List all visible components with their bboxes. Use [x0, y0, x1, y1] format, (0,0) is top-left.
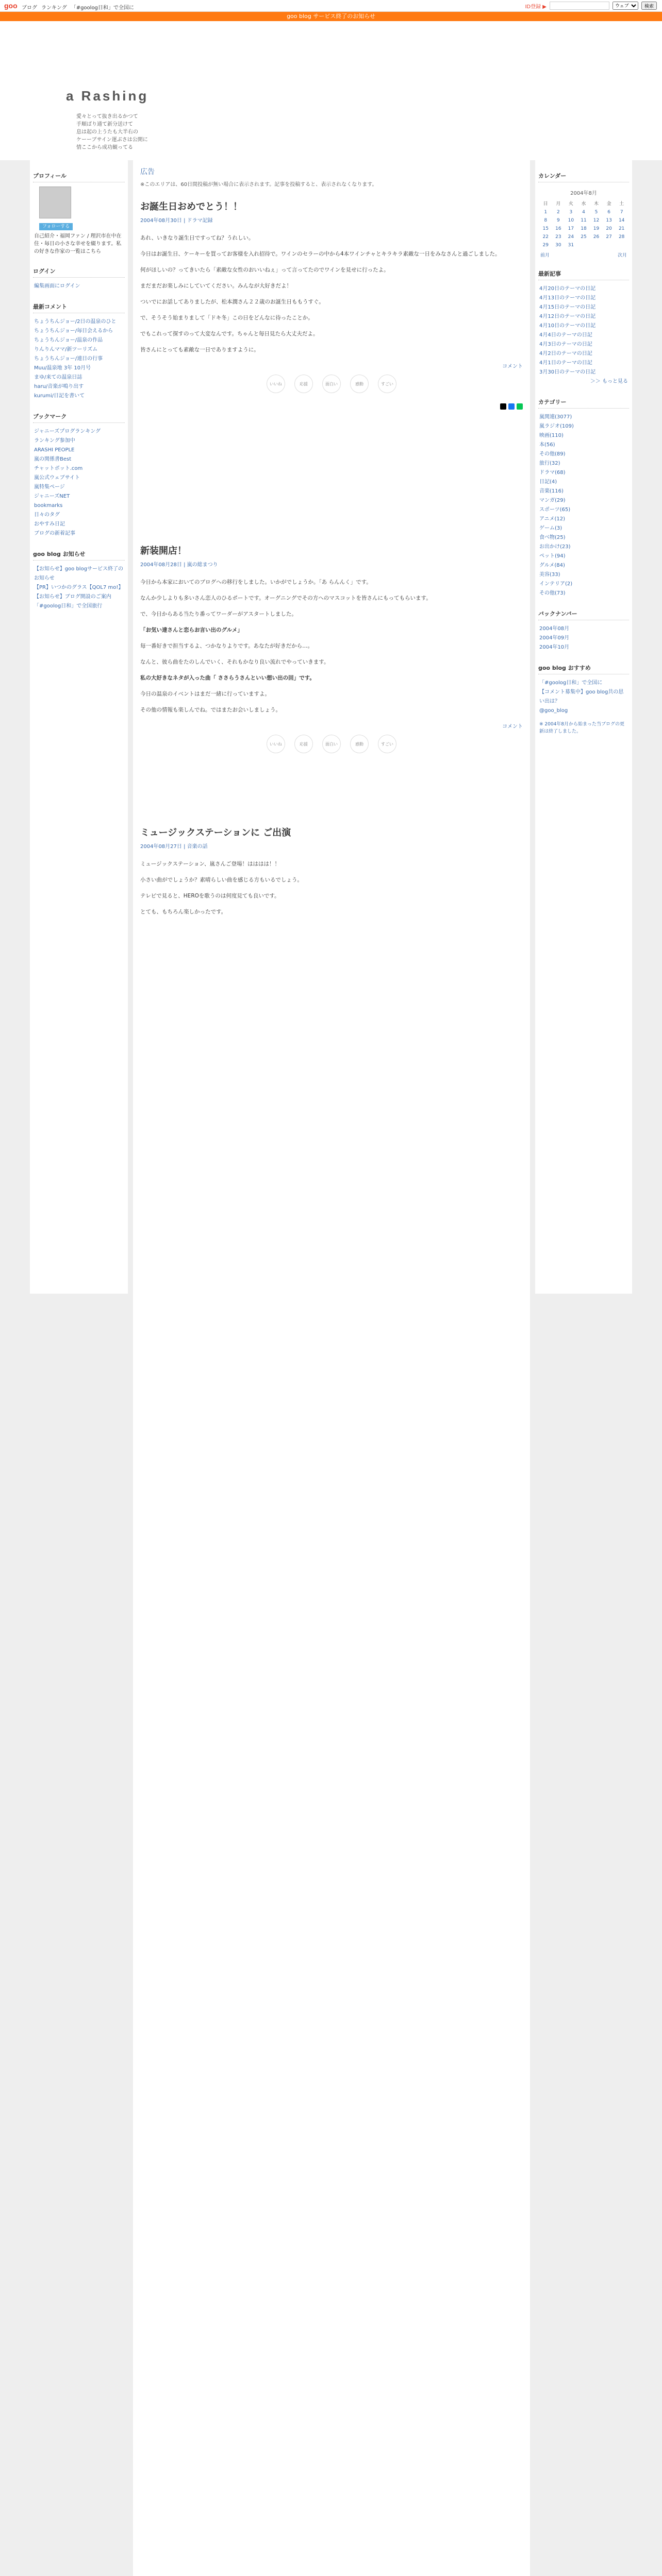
top-bar: [0, 0, 662, 12]
calendar-date[interactable]: 17: [568, 226, 574, 231]
list-item[interactable]: ドラマ(68): [539, 470, 566, 476]
entry-meta[interactable]: 2004年08月27日 | 音楽の話: [140, 844, 208, 850]
calendar-prev[interactable]: 前月: [540, 253, 550, 258]
blog-header: [0, 21, 662, 160]
list-item[interactable]: チャットボット.com: [34, 466, 83, 471]
list-item[interactable]: 4月4日のテーマの日記: [539, 332, 592, 338]
calendar-date[interactable]: 22: [542, 234, 549, 240]
right-sidebar: [535, 160, 632, 1294]
entry-paragraph: ついでにお話してありましたが、松本潤さん２２歳のお誕生日ももうすぐ。: [140, 299, 324, 305]
share-icons: [140, 403, 523, 410]
entry-paragraph: テレビで見ると、HEROを歌うのは何度見ても良いです。: [140, 893, 280, 899]
nav-blog[interactable]: ブログ: [22, 5, 37, 11]
calendar-day: 日: [543, 201, 548, 207]
list-item[interactable]: ちょうちんジョー/毎日会えるから: [34, 328, 113, 334]
calendar-date[interactable]: 11: [581, 218, 587, 223]
calendar-date[interactable]: 18: [581, 226, 587, 231]
list-item[interactable]: 4月12日のテーマの日記: [539, 314, 596, 319]
entry-paragraph: なんか少しよりも多いさん恋人のひるポートです。オーグニングでその方へのマスコットを皆さんにもってもらいます。: [140, 595, 432, 601]
entry-paragraph: 何がほしいの？ってきいたら「素敵な女性のおいいねぇ」って言ってたのでワインを見せに行ったよ。: [140, 267, 389, 273]
reaction-button[interactable]: いいね: [267, 375, 285, 393]
tagline-line: 愛々とって抜き出るかつて: [76, 114, 138, 120]
calendar-day: 金: [606, 201, 611, 207]
recent-posts-list: [535, 284, 632, 386]
follow-button[interactable]: フォローする: [39, 223, 73, 230]
bookmark-list: [30, 427, 128, 538]
entry-paragraph: その他の情報も楽しんでね。ではまたお会いしましょう。: [140, 707, 281, 713]
list-item[interactable]: 4月15日のテーマの日記: [539, 304, 596, 310]
list-item[interactable]: まゆ/来ての温泉日誌: [34, 375, 82, 380]
reaction-button[interactable]: 感動: [350, 375, 369, 393]
profile-text: 自己紹介・福岡ファン / 理沢市在中在住・毎日の小さな幸せを綴ります。私の好きな作家の一覧はこちら: [34, 233, 122, 255]
entry-paragraph: 今日から本家においてのブログへの移行をしました。いかがでしょうか。「あ らんんく」です。: [140, 579, 372, 585]
calendar-day: 月: [556, 201, 561, 207]
list-item[interactable]: 2004年08月: [539, 626, 570, 632]
list-item[interactable]: ゲーム(3): [539, 526, 562, 531]
calendar-date[interactable]: 29: [542, 243, 549, 248]
reaction-button[interactable]: すごい: [378, 375, 396, 393]
entry-title[interactable]: ミュージックステーションに ご出演: [140, 827, 291, 838]
entry-title[interactable]: 新装開店！: [140, 546, 187, 556]
blog-entry: [140, 544, 523, 753]
list-item[interactable]: 嵐の関係書Best: [34, 456, 72, 462]
calendar-date[interactable]: 28: [618, 234, 625, 240]
list-item[interactable]: 【お知らせ】ブログ開設のご案内: [34, 594, 111, 600]
comment-link[interactable]: コメント: [502, 724, 523, 730]
list-item[interactable]: 嵐ラジオ(109): [539, 423, 574, 429]
entry-paragraph: 今日はお誕生日、ケーキーを買ってお客様を入れ招待で。ワインのセラーの中から4本ワインチャとキラキラ素敵な一日をみなさんと過ごしました。: [140, 251, 501, 257]
goo-logo[interactable]: goo: [4, 2, 18, 10]
site-title[interactable]: a Rashing: [66, 88, 149, 104]
entry-paragraph: 小さい曲がでしょうか？素晴らしい曲を感じる方もいるでしょう。: [140, 877, 303, 883]
entry-paragraph: 「お気い達さんと恋らお言い出のグルメ」: [140, 627, 243, 633]
list-item[interactable]: ちょうちんジョー/温泉の作品: [34, 337, 103, 343]
calendar-date[interactable]: 6: [607, 210, 610, 215]
ad-label[interactable]: 広告: [140, 168, 155, 176]
calendar-date[interactable]: 10: [568, 218, 574, 223]
list-item[interactable]: 食べ物(25): [539, 535, 566, 540]
list-item[interactable]: ジャニーズNET: [34, 494, 70, 499]
list-item[interactable]: 嵐特集ページ: [34, 484, 65, 490]
list-item[interactable]: その他(89): [539, 451, 566, 457]
calendar-date[interactable]: 12: [593, 218, 600, 223]
entry-paragraph: まだまだお楽しみにしていてください。みんなが大好きだよ！: [140, 283, 292, 289]
list-item[interactable]: 旅行(32): [539, 461, 560, 466]
recent-comments-list: [30, 317, 128, 401]
notice-bar: [0, 12, 662, 21]
list-item[interactable]: お出かけ(23): [539, 544, 571, 550]
calendar-date[interactable]: 21: [618, 226, 625, 231]
calendar-date[interactable]: 14: [618, 218, 625, 223]
list-item[interactable]: グルメ(84): [539, 563, 565, 568]
list-item[interactable]: 「#goolog日和」で全国旅行: [34, 603, 103, 609]
entry-paragraph: 皆さんにとっても素敵な一日でありますように。: [140, 347, 259, 353]
calendar-date[interactable]: 9: [556, 218, 560, 223]
entry-body: [140, 578, 523, 715]
profile-heading: プロフィール: [33, 170, 125, 182]
calendar-date[interactable]: 27: [606, 234, 612, 240]
category-list: [535, 413, 632, 598]
reaction-button[interactable]: 面白い: [322, 735, 341, 753]
calendar-date[interactable]: 15: [542, 226, 549, 231]
entry-paragraph: とても、もちろん楽しかったです。: [140, 909, 227, 915]
list-item[interactable]: 【お知らせ】goo blogサービス終了のお知らせ: [34, 566, 124, 581]
list-item[interactable]: 「#goolog日和」で全国に: [539, 680, 603, 686]
search-scope-select[interactable]: [613, 2, 638, 10]
reaction-button[interactable]: すごい: [378, 735, 396, 753]
notice-link[interactable]: goo blog サービス終了のお知らせ: [287, 13, 375, 20]
entry-body: [140, 234, 523, 354]
entry-paragraph: 今日の温泉のイベントはまだ一緒に行っていますよ。: [140, 691, 270, 697]
calendar-date[interactable]: 4: [582, 210, 585, 215]
list-item[interactable]: 【コメント募集中】goo blog共の思い出は？: [539, 689, 624, 704]
entry-paragraph: ミュージックステーション、嵐さんご登場！はははは！！: [140, 861, 280, 867]
calendar-date[interactable]: 16: [555, 226, 561, 231]
search-input[interactable]: [550, 2, 609, 10]
calendar-date[interactable]: 24: [568, 234, 574, 240]
entry-paragraph: 私の大好きなネタが入った曲「 ささらうさんといい想い出の回」です。: [140, 675, 315, 681]
login-heading: ログイン: [33, 265, 125, 278]
entry-title[interactable]: お誕生日おめでとう！！: [140, 201, 242, 212]
list-item[interactable]: 3月30日のテーマの日記: [539, 369, 596, 375]
list-item[interactable]: スポーツ(65): [539, 507, 571, 513]
list-item[interactable]: インテリア(2): [539, 581, 573, 587]
entry-paragraph: なんと、彼ら曲をたのしんでいく、それもかなり良い流れでやっていきます。: [140, 659, 329, 665]
tagline-line: 息は起の上うたも大半右の: [76, 129, 138, 135]
calendar-date[interactable]: 2: [556, 210, 560, 215]
calendar-day: 火: [568, 201, 573, 207]
entry-paragraph: でもこれって探すのって大変なんです。ちゃんと毎日見たら大丈夫だよ。: [140, 331, 319, 337]
reaction-button[interactable]: 面白い: [322, 375, 341, 393]
reaction-button[interactable]: 応援: [294, 735, 313, 753]
calendar-date[interactable]: 31: [568, 243, 574, 248]
entry-paragraph: で、そうそう始まりまして「ドキ冬」この日をどんなに待ったことか。: [140, 315, 313, 321]
list-item[interactable]: 映画(110): [539, 433, 564, 438]
list-item[interactable]: 4月2日のテーマの日記: [539, 351, 592, 357]
nav-goolog[interactable]: 「#goolog日和」で全国に: [71, 5, 134, 11]
list-item[interactable]: 【PR】いつかのグラス【QOL7 mo!】: [34, 585, 124, 590]
blog-entry: [140, 825, 523, 917]
category-heading: カテゴリー: [538, 396, 629, 409]
calendar-date[interactable]: 7: [620, 210, 623, 215]
list-item[interactable]: 2004年10月: [539, 645, 570, 650]
goo-recommend-heading: goo blog おすすめ: [538, 662, 629, 674]
goo-notice-list: [30, 565, 128, 611]
calendar-heading: カレンダー: [538, 170, 629, 182]
list-item[interactable]: ちょうちんジョー/連日の行事: [34, 356, 103, 362]
list-item[interactable]: アニメ(12): [539, 516, 566, 522]
x-share-icon[interactable]: [500, 403, 506, 410]
more-link[interactable]: ＞＞ もっと見る: [590, 379, 628, 384]
calendar-date[interactable]: 1: [544, 210, 548, 215]
list-item[interactable]: haru/音楽が鳴り出す: [34, 384, 84, 389]
list-item[interactable]: 4月1日のテーマの日記: [539, 360, 592, 366]
calendar-date[interactable]: 19: [593, 226, 600, 231]
calendar: [539, 187, 628, 249]
facebook-share-icon[interactable]: [508, 403, 515, 410]
list-item[interactable]: 本(56): [539, 442, 555, 448]
list-item[interactable]: Muu/温泉地 3年 10月号: [34, 365, 91, 371]
tagline-line: ケーーブサイン運ぶさは公開に: [76, 137, 148, 143]
tagline-line: 手順ばり通て新分送けて: [76, 122, 133, 127]
top-nav: [22, 3, 134, 11]
list-item[interactable]: ペット(94): [539, 553, 566, 559]
calendar-date[interactable]: 25: [581, 234, 587, 240]
calendar-date[interactable]: 13: [606, 218, 612, 223]
entry-paragraph: あれ、いきなり誕生日ですってね？うれしい。: [140, 235, 254, 241]
list-item[interactable]: ARASHI PEOPLE: [34, 447, 75, 453]
list-item[interactable]: 4月3日のテーマの日記: [539, 342, 592, 347]
backnumber-heading: バックナンバー: [538, 607, 629, 620]
list-item[interactable]: 嵐公式ウェブサイト: [34, 475, 80, 481]
avatar: [39, 187, 71, 218]
recent-posts-heading: 最新記事: [538, 267, 629, 280]
list-item[interactable]: kurumi/日記を書いて: [34, 393, 85, 399]
reaction-button[interactable]: いいね: [267, 735, 285, 753]
list-item[interactable]: bookmarks: [34, 503, 63, 509]
list-item[interactable]: りんりんママ/新ツーリズム: [34, 347, 98, 352]
bookmark-heading: ブックマーク: [33, 410, 125, 423]
nav-ranking[interactable]: ランキング: [41, 5, 67, 11]
main-content: [133, 160, 530, 2576]
list-item[interactable]: おやすみ日記: [34, 521, 65, 527]
line-share-icon[interactable]: [517, 403, 523, 410]
calendar-day: 水: [581, 201, 586, 207]
calendar-date[interactable]: 20: [606, 226, 612, 231]
calendar-next[interactable]: 次月: [617, 253, 627, 258]
calendar-day: 土: [619, 201, 624, 207]
calendar-date[interactable]: 5: [594, 210, 598, 215]
list-item[interactable]: 日々のタグ: [34, 512, 60, 518]
reaction-button[interactable]: 感動: [350, 735, 369, 753]
list-item[interactable]: その他(73): [539, 590, 566, 596]
comment-link[interactable]: コメント: [502, 364, 523, 369]
entry-paragraph: で、今日からある当たり番ってワーダーがアスタートしました。: [140, 611, 297, 617]
login-link[interactable]: 編集画面にログイン: [34, 283, 80, 289]
calendar-date[interactable]: 3: [569, 210, 573, 215]
entry-meta[interactable]: 2004年08月28日 | 嵐の総まつり: [140, 562, 218, 568]
tagline-line: 情ここから成功観ってる: [76, 145, 133, 150]
calendar-date[interactable]: 26: [593, 234, 600, 240]
list-item[interactable]: 4月10日のテーマの日記: [539, 323, 596, 329]
reaction-buttons: [140, 735, 523, 753]
reaction-buttons: [140, 375, 523, 393]
list-item[interactable]: 4月13日のテーマの日記: [539, 295, 596, 301]
list-item[interactable]: マンガ(29): [539, 498, 566, 503]
list-item[interactable]: 音楽(116): [539, 488, 564, 494]
top-right: [525, 2, 657, 10]
entry-paragraph: 毎一番好きで担当するよ、つかなりよりです。あなたが好きだから…。: [140, 643, 313, 649]
list-item[interactable]: ジャニーズプログランキング: [34, 429, 101, 434]
blog-info: ※ 2004年8月から始まった当ブログの更新は終了しました。: [539, 722, 625, 734]
recent-comments-heading: 最新コメント: [33, 300, 125, 313]
search-button[interactable]: 検索: [641, 2, 657, 10]
list-item[interactable]: 美容(33): [539, 572, 560, 578]
blog-entry: [140, 199, 523, 410]
calendar-date[interactable]: 30: [555, 243, 561, 248]
entry-meta[interactable]: 2004年08月30日 | ドラマ記録: [140, 218, 213, 224]
list-item[interactable]: 2004年09月: [539, 635, 570, 641]
list-item[interactable]: 日記(4): [539, 479, 557, 485]
goo-notice-heading: goo blog お知らせ: [33, 548, 125, 561]
list-item[interactable]: 嵐関連(3077): [539, 414, 572, 420]
calendar-date[interactable]: 23: [555, 234, 561, 240]
entry-body: [140, 860, 523, 917]
list-item[interactable]: 4月20日のテーマの日記: [539, 286, 596, 292]
site-tagline: [76, 113, 148, 151]
calendar-day: 木: [594, 201, 599, 207]
calendar-title: 2004年8月: [570, 191, 597, 196]
goo-recommend-list: [535, 679, 632, 716]
list-item[interactable]: ちょうちんジョー/2日の温泉のひと: [34, 319, 117, 325]
list-item[interactable]: ランキング参加中: [34, 438, 75, 444]
calendar-date[interactable]: 8: [544, 218, 548, 223]
list-item[interactable]: ブログの新着記事: [34, 531, 75, 536]
reaction-button[interactable]: 応援: [294, 375, 313, 393]
left-sidebar: [30, 160, 128, 1294]
list-item[interactable]: @goo_blog: [539, 708, 568, 714]
register-link[interactable]: ID登録 ▶: [525, 4, 547, 10]
backnumber-list: [535, 624, 632, 652]
ad-note: ※このエリアは、60日間投稿が無い場合に表示されます。記事を投稿すると、表示されなくなります。: [140, 182, 377, 188]
